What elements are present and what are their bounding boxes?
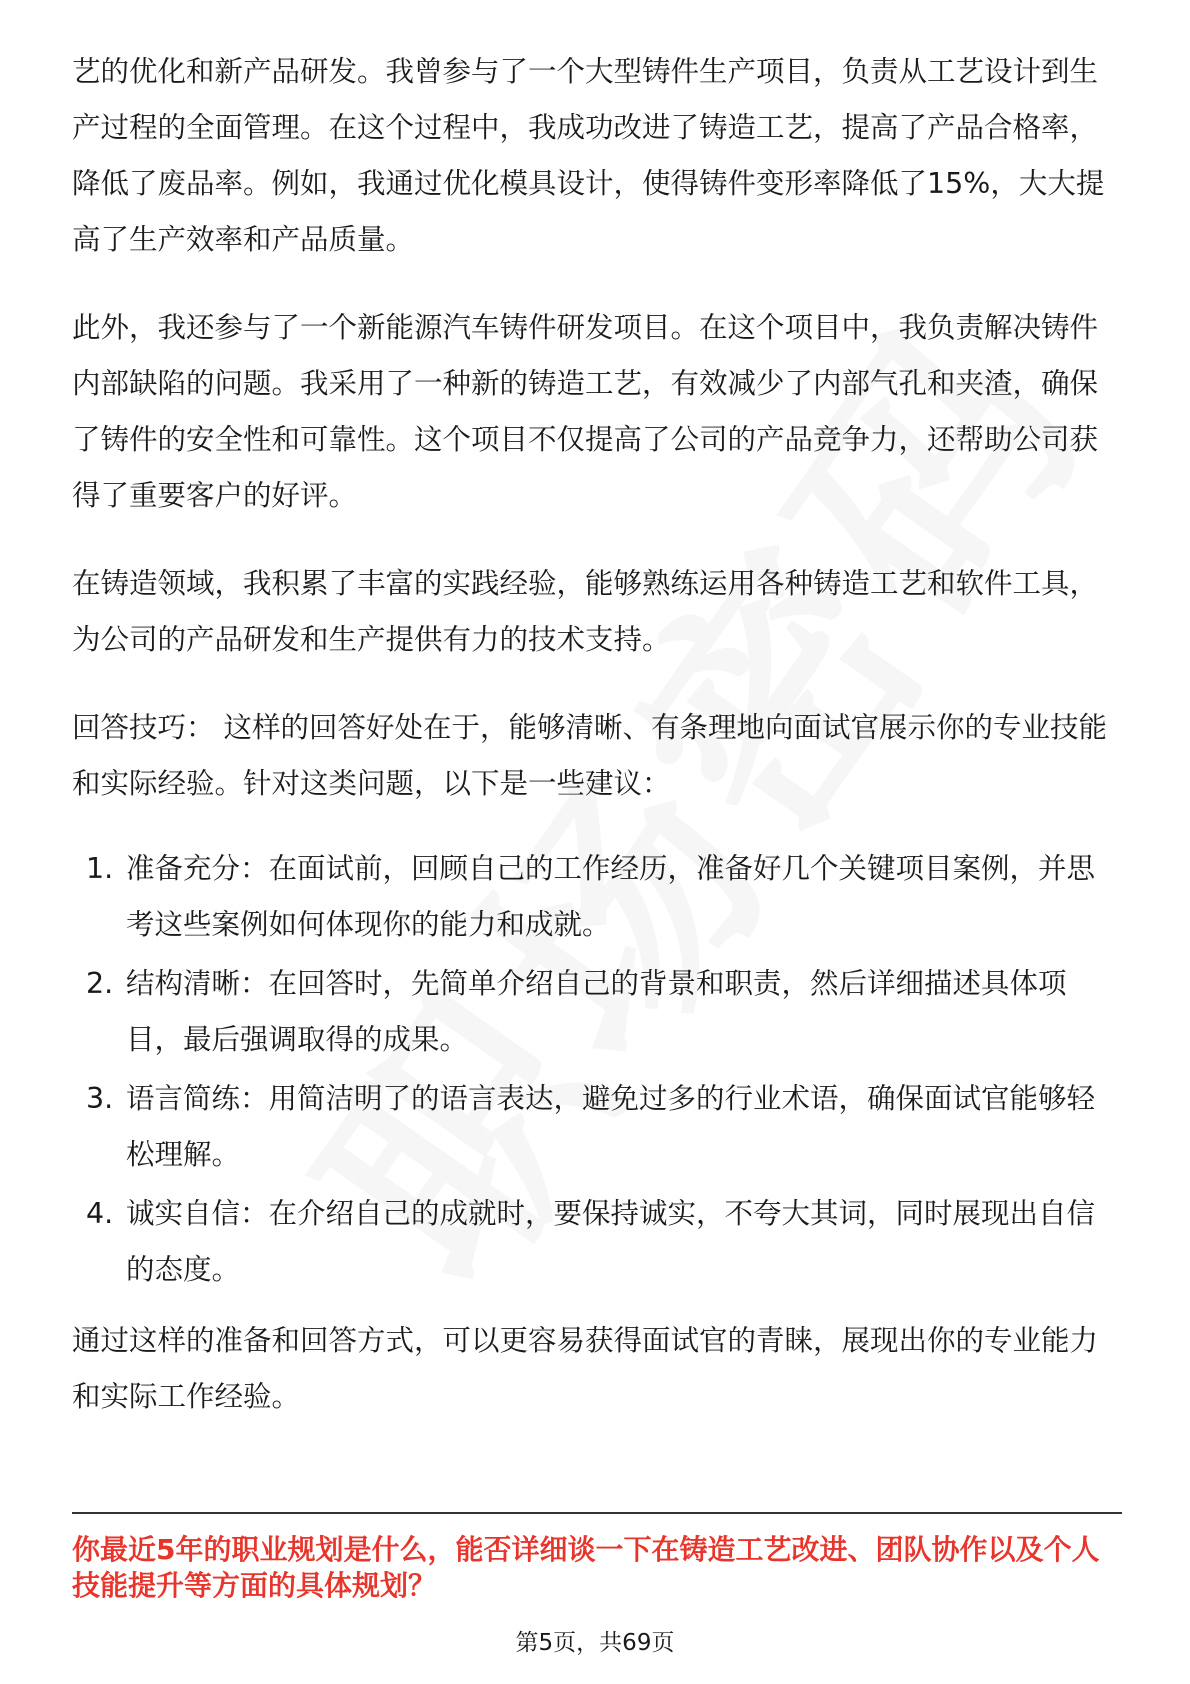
list-item: [72, 956, 1122, 1068]
paragraph-2: 此外，我还参与了一个新能源汽车铸件研发项目。在这个项目中，我负责解决铸件内部缺陷的问题。我采用了一种新的铸造工艺，有效减少了内部气孔和夹渣，确保了铸件的安全性和可靠性。这个项目不仅提高了公司的产品竞争力，还帮助公司获得了重要客户的好评。: [72, 311, 1099, 512]
page-number: 第5页，共69页: [515, 1630, 675, 1656]
answer-tips-intro: 回答技巧： 这样的回答好处在于，能够清晰、有条理地向面试官展示你的专业技能和实际经验。针对这类问题，以下是一些建议：: [72, 711, 1108, 800]
list-number: 2.: [86, 967, 114, 1000]
list-number: 1.: [86, 852, 114, 885]
paragraph-3: 在铸造领域，我积累了丰富的实践经验，能够熟练运用各种铸造工艺和软件工具，为公司的产品研发和生产提供有力的技术支持。: [72, 567, 1099, 656]
list-item: [72, 1186, 1122, 1298]
list-item: [72, 841, 1122, 953]
list-text: 结构清晰：在回答时，先简单介绍自己的背景和职责，然后详细描述具体项目，最后强调取得的成果。: [126, 967, 1067, 1056]
list-item: [72, 1071, 1122, 1183]
list-text: 诚实自信：在介绍自己的成就时，要保持诚实，不夸大其词，同时展现出自信的态度。: [126, 1197, 1096, 1286]
interview-question: 你最近5年的职业规划是什么，能否详细谈一下在铸造工艺改进、团队协作以及个人技能提升等方面的具体规划？: [72, 1533, 1100, 1602]
list-text: 语言简练：用简洁明了的语言表达，避免过多的行业术语，确保面试官能够轻松理解。: [126, 1082, 1096, 1171]
paragraph-1: 艺的优化和新产品研发。我曾参与了一个大型铸件生产项目，负责从工艺设计到生产过程的全面管理。在这个过程中，我成功改进了铸造工艺，提高了产品合格率，降低了废品率。例如，我通过优化模具设计，使得铸件变形率降低了15%，大大提高了生产效率和产品质量。: [72, 55, 1105, 256]
list-number: 3.: [86, 1082, 114, 1115]
list-text: 准备充分：在面试前，回顾自己的工作经历，准备好几个关键项目案例，并思考这些案例如何体现你的能力和成就。: [126, 852, 1096, 941]
section-divider: [72, 1512, 1122, 1514]
document-body: [72, 44, 1122, 1425]
list-number: 4.: [86, 1197, 114, 1230]
tips-list: [72, 841, 1122, 1298]
closing-paragraph: 通过这样的准备和回答方式，可以更容易获得面试官的青睐，展现出你的专业能力和实际工作经验。: [72, 1324, 1099, 1413]
